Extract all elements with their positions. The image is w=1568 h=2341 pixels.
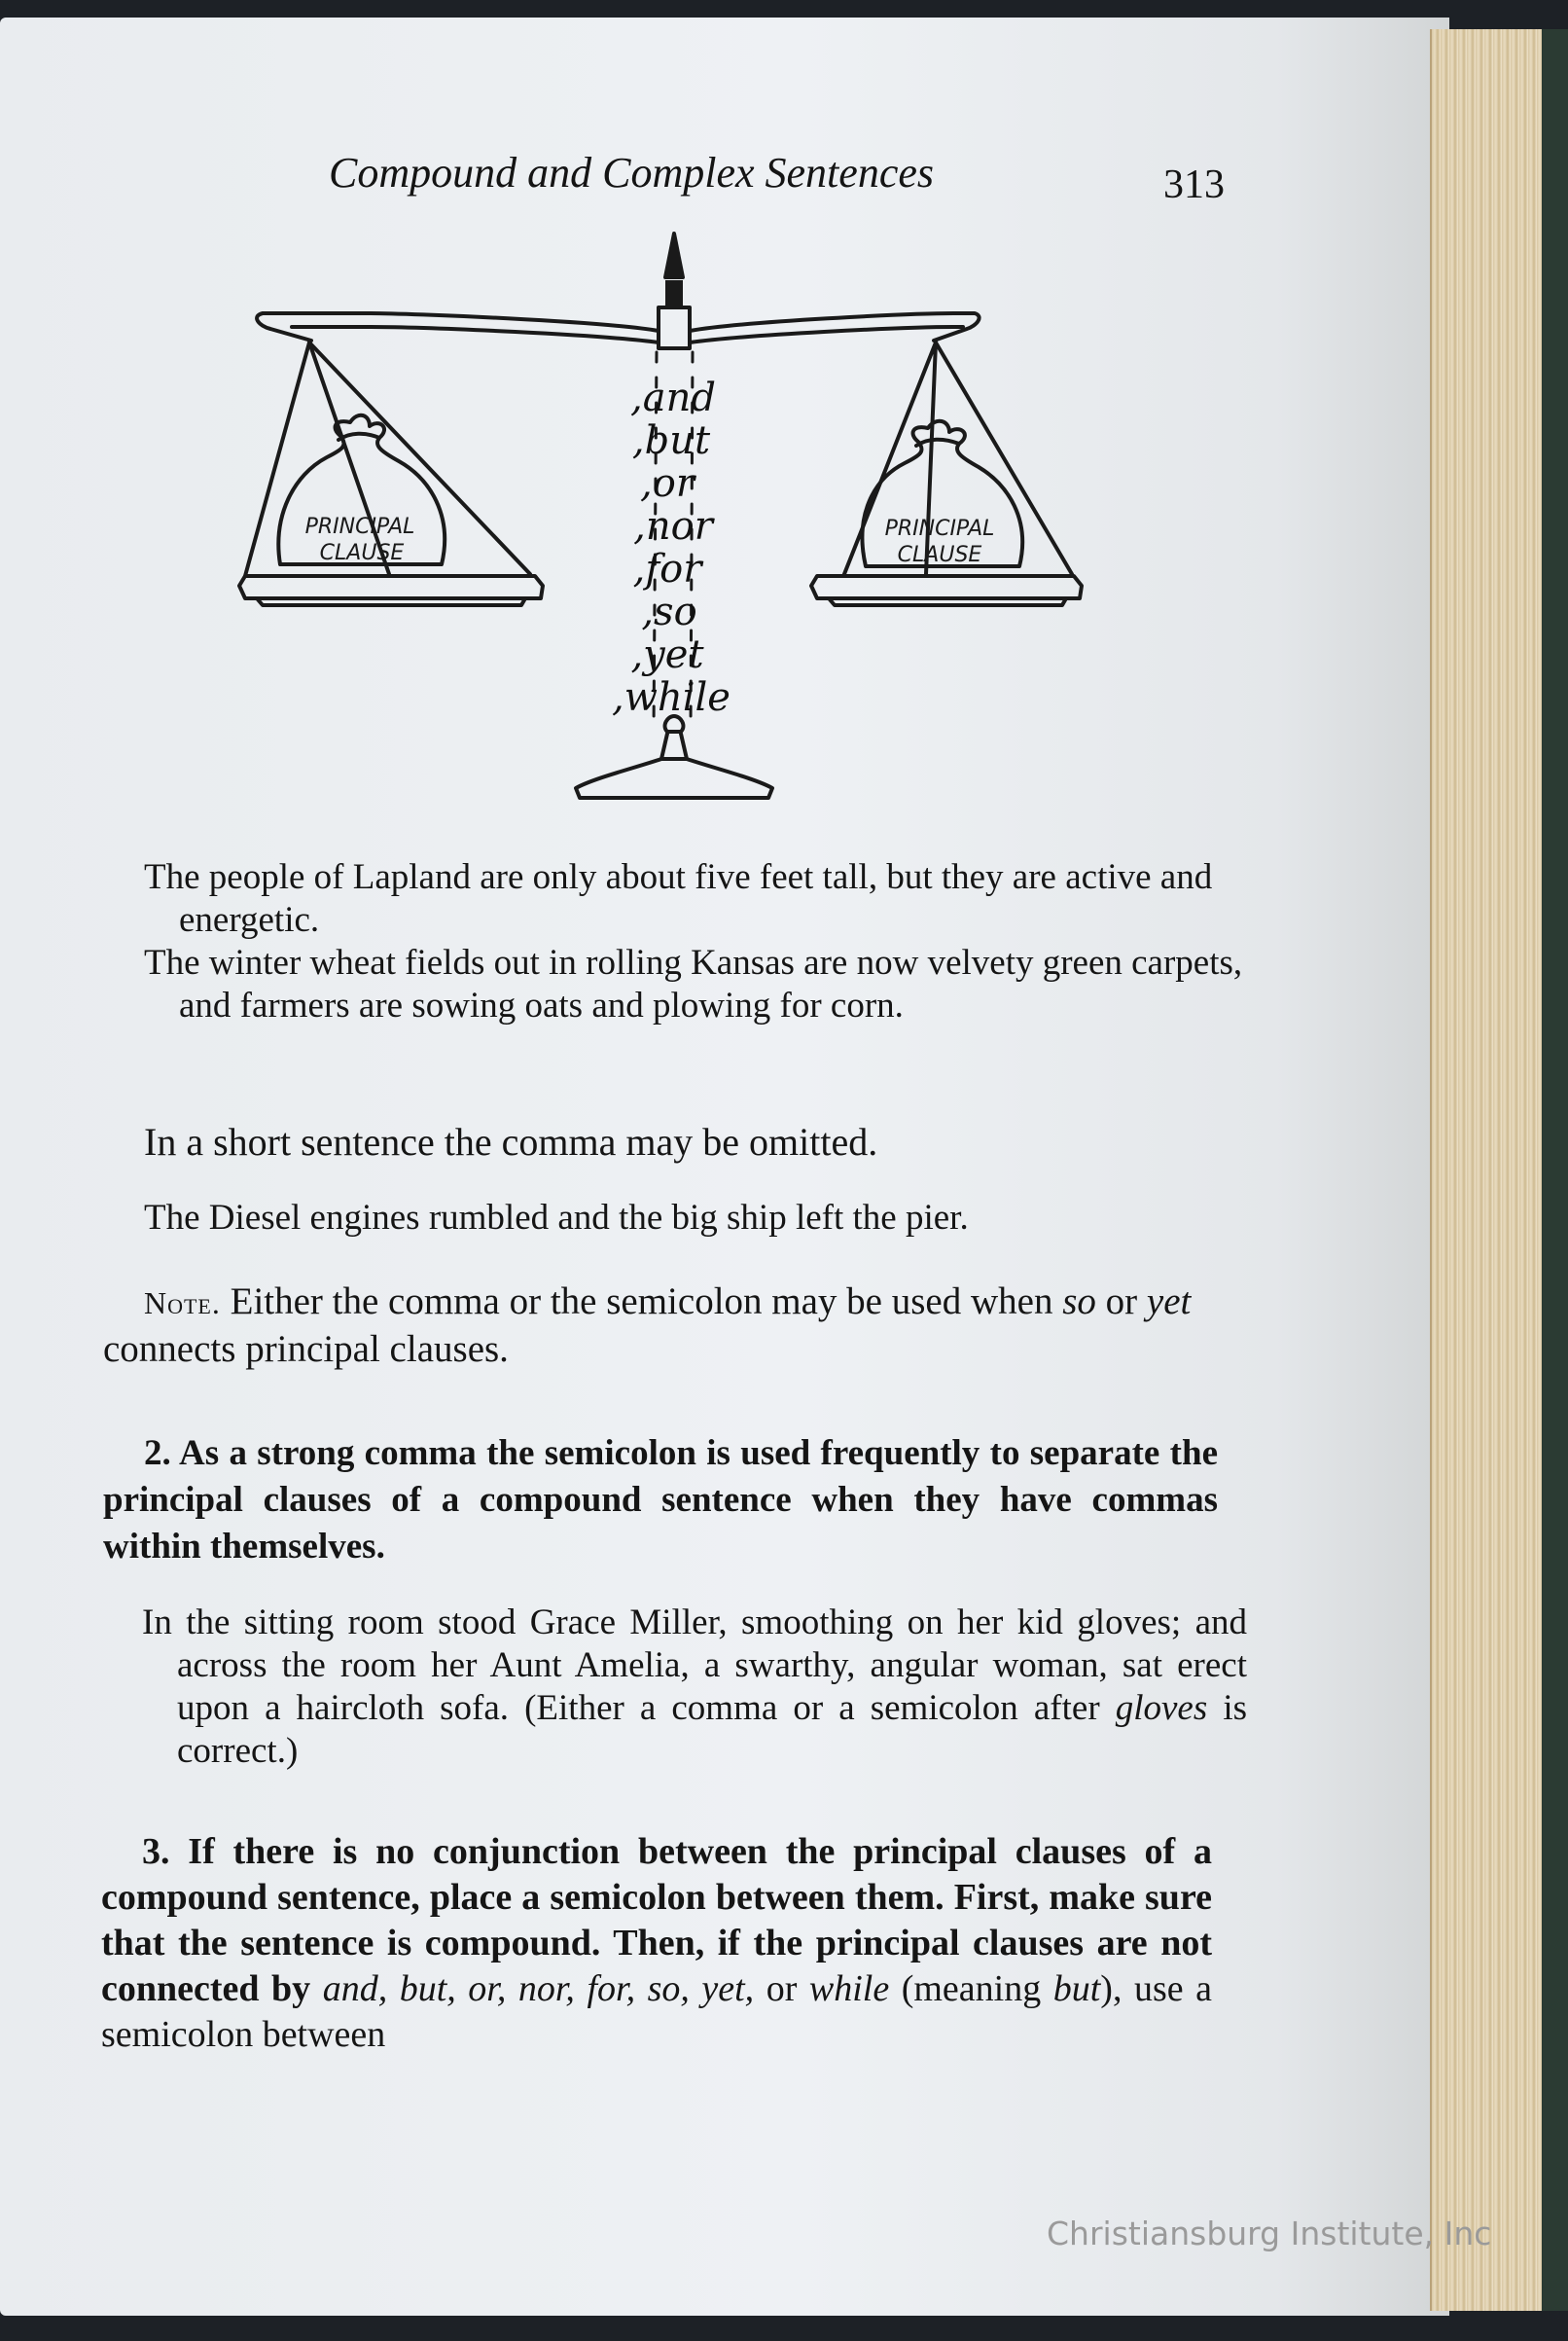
right-pan [811,576,1082,598]
note-paragraph: Note. Either the comma or the semicolon may be used when so or yet connects principal clauses. [103,1280,1192,1370]
finial [665,234,683,277]
page-number: 313 [1163,162,1225,207]
example-kansas: The winter wheat fields out in rolling Kansas are now velvety green carpets, and farmers are sowing oats and plowing for corn. [144,943,1243,1026]
left-pan-string-3 [309,342,530,574]
book-cover-edge [1542,29,1568,2311]
conjunction-word: ,so [641,590,697,634]
conjunction-word: ,nor [633,504,713,549]
left-bag-label-line1: PRINCIPAL [304,515,415,539]
conjunction-word: ,or [640,461,695,506]
right-bag-label-line1: PRINCIPAL [884,517,995,541]
note-label: Note. [144,1285,221,1320]
left-pan [239,576,543,598]
rule-3: 3. If there is no conjunction between the principal clauses of a compound sentence, place a semicolon between them. First, make sure that the sentence is compound. Then, if the principal clauses are not connected by and, but, or, nor, for, so, yet, or while (meaning but), use a semicolon between [101,1831,1212,2055]
pillar-cap [659,307,690,348]
conjunction-word: ,but [631,418,711,463]
running-head: Compound and Complex Sentences [329,149,934,197]
rule-2: 2. As a strong comma the semicolon is used frequently to separate the principal clauses of a compound sentence when they have commas within themselves. [103,1433,1218,1567]
conjunction-word: ,and [630,376,716,420]
rule-short-sentence: In a short sentence the comma may be omitted. [144,1120,878,1164]
example-grace-miller: In the sitting room stood Grace Miller, smoothing on her kid gloves; and across the room her Aunt Amelia, a swarthy, angular woman, sat erect upon a haircloth sofa. (Either a comma or a semicolon after gloves is correct.) [142,1603,1247,1771]
base-stem [661,734,687,759]
post-top [665,280,683,307]
example-lapland: The people of Lapland are only about five feet tall, but they are active and energetic. [144,857,1213,940]
conjunction-word: ,for [632,547,702,592]
watermark: Christiansburg Institute, Inc [1047,2215,1492,2252]
right-bag-label-line2: CLAUSE [897,543,982,567]
page-edges [1430,29,1549,2311]
conjunction-word: ,while [612,675,731,720]
conjunction-word: ,yet [630,632,704,677]
base [576,759,772,798]
left-bag-label-line2: CLAUSE [319,541,405,565]
balance-scale-illustration [233,224,1089,808]
example-diesel: The Diesel engines rumbled and the big ship left the pier. [144,1198,969,1238]
